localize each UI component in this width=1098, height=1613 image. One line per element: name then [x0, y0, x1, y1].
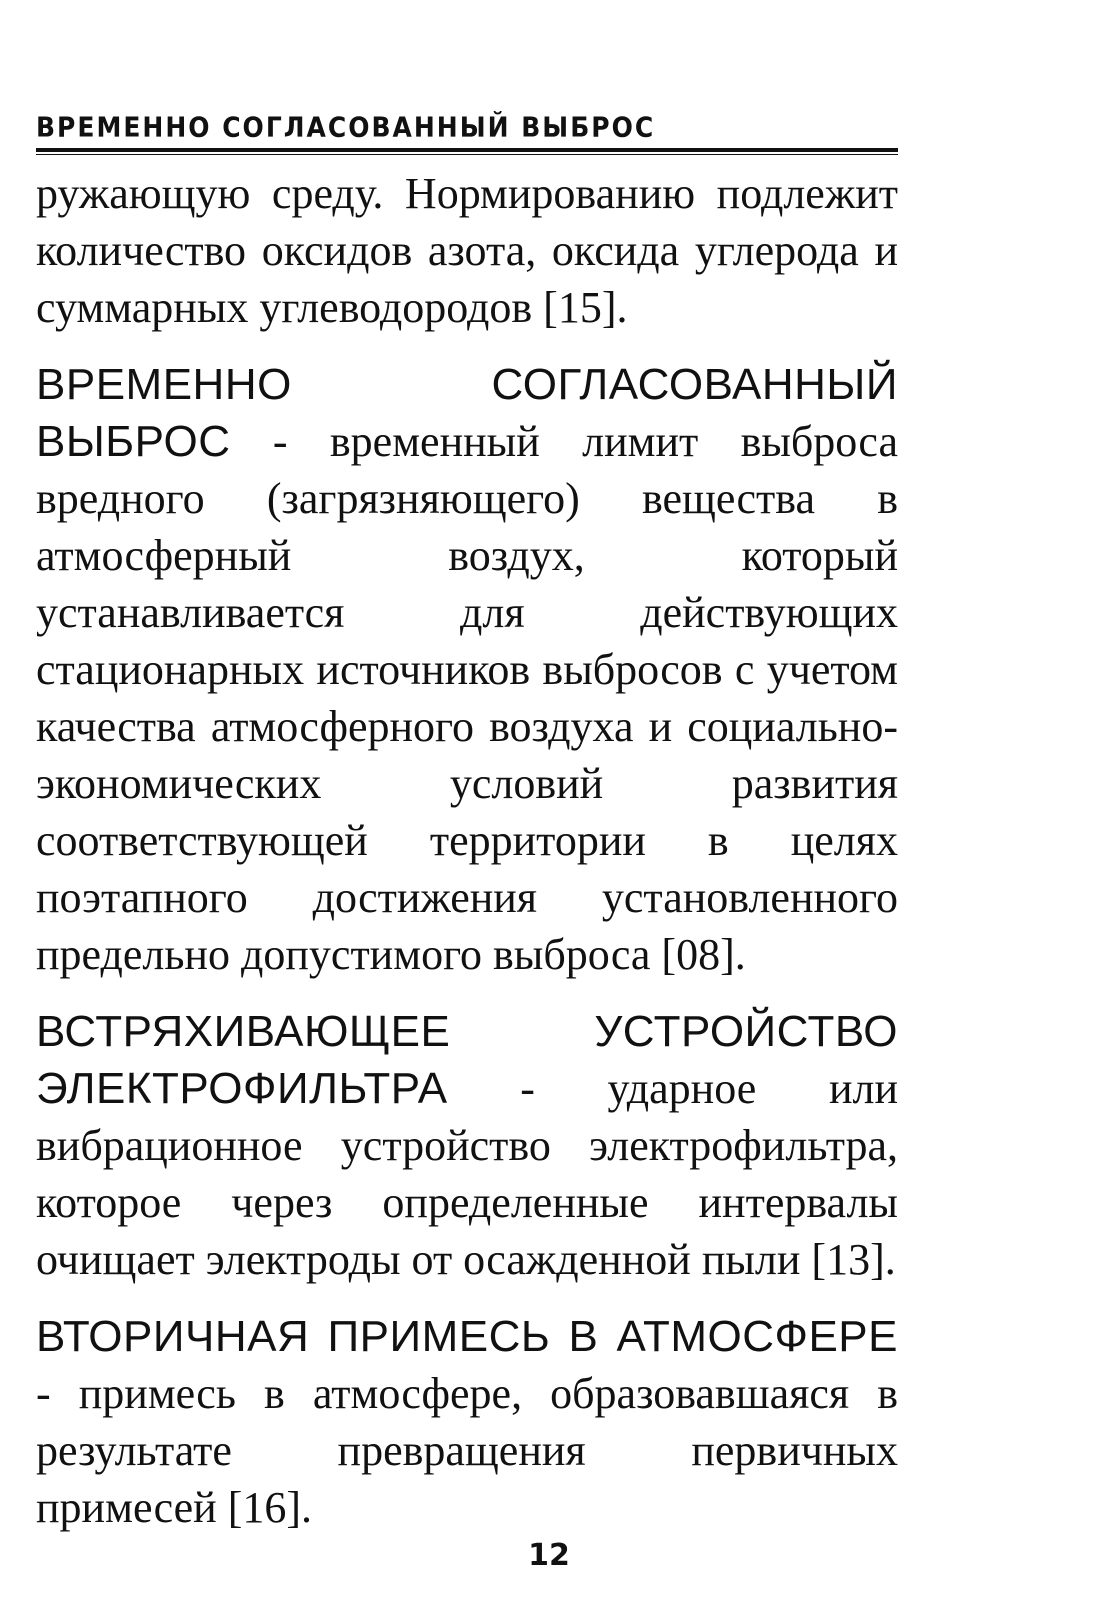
entry-definition: - ударное или вибрационное устройство электрофильтра, которое через определенные интервалы очищает электроды от осажденной пыли [13].: [36, 1064, 898, 1284]
header-rule-thin: [36, 154, 898, 155]
page-number: 12: [528, 1538, 570, 1573]
entry-term: ВРЕМЕННО СОГЛАСОВАННЫЙ ВЫБРОС: [36, 360, 898, 466]
entry-definition: - временный лимит выброса вредного (загрязняющего) вещества в атмосферный воздух, который устанавливается для действующих стационарных источников выбросов с учетом качества атмосферного воздуха и социально-экономических условий развития соответствующей территории в целях поэтапного достижения установленного предельно допустимого выброса [08].: [36, 417, 898, 979]
glossary-entry-1: [36, 356, 898, 983]
glossary-entry-2: [36, 1003, 898, 1288]
continued-paragraph: ружающую среду. Нормированию подлежит количество оксидов азота, оксида углерода и суммарных углеводородов [15].: [36, 169, 898, 332]
glossary-entry-3: [36, 1308, 898, 1536]
book-page: [36, 110, 898, 1536]
entry-term: ВСТРЯХИВАЮЩЕЕ УСТРОЙСТВО ЭЛЕКТРОФИЛЬТРА: [36, 1007, 898, 1113]
running-head: ВРЕМЕННО СОГЛАСОВАННЫЙ ВЫБРОС: [36, 111, 656, 143]
entry-definition: - примесь в атмосфере, образовавшаяся в результате превращения первичных примесей [16].: [36, 1369, 898, 1532]
entry-term: ВТОРИЧНАЯ ПРИМЕСЬ В АТМОСФЕРЕ: [36, 1312, 898, 1361]
